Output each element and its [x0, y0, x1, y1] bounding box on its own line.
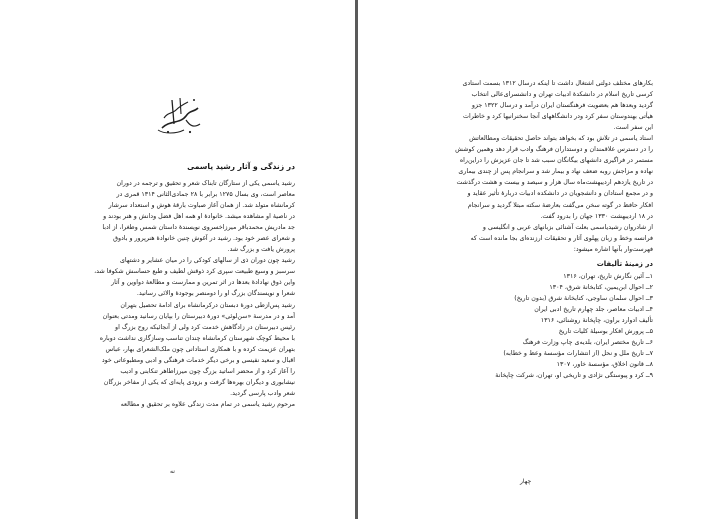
text-line: مرحوم رشید یاسمی در تمام مدت زندگی علاوه بر تحقیق و مطالعه [120, 400, 295, 408]
paragraph-4 [65, 399, 295, 410]
text-line: جد مادریش محمدباقر میرزاخسروی نویسندهٔ داستان شمس وطغرا، از ادبا [102, 224, 295, 232]
list-item: ۶ــ تاریخ مختصر ایران، بلدیه‌ی چاپ وزارت فرهنگ [522, 339, 653, 347]
text-line: آمد و در مدرسهٔ «سن‌لوئی» دورهٔ دبیرستان را بپایان رسانید ومدتی بعنوان [102, 312, 295, 320]
paragraph-3 [408, 222, 653, 255]
text-line: فرانسه وخط و زبان پهلوی آثار و تحقیقات ارزنده‌ای بجا مانده است که [470, 234, 653, 242]
text-line: و شعرای عصر خود بود. رشید در آغوش چنین خانوادهٔ هنرپرور و بادوق [113, 235, 295, 243]
text-line: مستمر در فراگیری دانشهای بیگانگان سبب شد تا جان عزیزش را دراین‌راه [459, 157, 653, 165]
text-line: شعرا و نویسندگان بزرگ او را دومنصر بوجودهٔ والائی رسانید. [136, 290, 295, 298]
paragraph-2 [65, 255, 295, 299]
left-text-block [65, 160, 295, 410]
paragraph-3 [65, 300, 295, 399]
text-line: رئیس دبیرستان در زادگاهش خدمت کرد ولی از آنجائیکه روح بزرگ او [115, 323, 295, 331]
list-item: تألیف ادوارد براون، چاپخانهٔ روشنائی، ۱۳۱۶ [540, 316, 653, 324]
page-number: نه [170, 468, 175, 475]
list-heading: در زمینهٔ تألیفات [596, 259, 653, 268]
text-line: استاد یاسمی در تلاش بود که بخواهد بتواند حاصل تحقیقات ومطالعاتش [469, 135, 653, 143]
text-line: افکار حافظ در گوته سخن می‌گفت بعارضهٔ سکته مبتلا گردید و سرانجام [467, 201, 653, 209]
text-line: پرورش یافت و بزرگ شد. [227, 246, 295, 254]
text-line: واین ذوق نهادادهٔ بعدها در اثر تمرین و ممارست و مطالعهٔ دواوین و آثار [111, 279, 295, 287]
text-line: این سفر است. [613, 124, 653, 132]
text-line: رشید چون دوران ذی از سالهای کودکی را در میان عشایر و دشتهای [120, 257, 295, 265]
text-line: و در مجمع استادان و دانشجویان در دانشکده ادبیات دربارهٔ تأثیر عقاید و [467, 190, 653, 198]
section-heading: در زندگی و آثار رشید یاسمی [187, 162, 295, 171]
text-line: را آغاز کرد و از محضر اساتید بزرگ چون میرزاطاهر تنکابنی و ادیب [120, 367, 295, 375]
text-line: رشید یاسمی یکی از ستارگان تابناک شعر و تحقیق و ترجمه در دوران [116, 180, 295, 187]
text-line: با محیط کوچک شهرستان کرمانشاه چندان تناسب وسازگاری نداشت دوباره [99, 334, 295, 342]
text-line: بکارهای مختلف دولتی اشتغال داشت تا اینکه درسال ۱۳۱۲ بسمت استادی [462, 80, 653, 87]
text-line: هیأتی بهندوستان سفر کرد ودر دانشگاههای آنجا سخنرانیها کرد و خاطرات [463, 113, 653, 121]
right-text-block [408, 78, 653, 381]
text-line: بتهران عزیمت کرده و با همکاری استادانی چون ملک‌الشعرای بهار، عباس [105, 345, 295, 353]
text-line: فهرست‌وار بآنها اشاره میشود: [573, 245, 653, 253]
list-item: ۲ــ احوال ابن‌یمین، کتابخانهٔ شرق، ۱۳۰۴ [549, 283, 653, 291]
list-item: ۳ــ احوال سلمان ساوجی، کتابخانهٔ شرق (بدون تاریخ) [514, 294, 653, 302]
list-item: ۸ــ قانون اخلاق، مؤسسهٔ خاور، ۱۳۰۷ [556, 361, 653, 369]
paragraph-1 [65, 178, 295, 255]
list-item: ۵ــ پرورش افکار بوسیلهٔ کلیات تاریخ [558, 327, 653, 335]
paragraph-2 [408, 133, 653, 221]
text-line: در ۱۸ اردیبهشت ۱۳۳۰ جهان را بدرود گفت. [540, 212, 653, 220]
text-line: در تاریخ یازدهم اردیبهشت‌ماه سال هزار و سیصد و بیست و هشت درگذشت [456, 179, 653, 187]
text-line: اقبال و سعید نفیسی و برخی دیگر خدمات فرهنگی و ادبی ومطبوعاتی خود [101, 356, 295, 364]
text-line: معاصر است، وی بسال ۱۲۷۵ برابر با ۲۸ جمادی‌الثانی ۱۳۱۴ قمری در [116, 191, 295, 199]
paragraph-1 [408, 78, 653, 133]
calligraphy-emblem [150, 90, 210, 140]
list-item: ۷ــ تاریخ ملل و نحل (از انتشارات مؤسسهٔ وعظ و خطابه) [503, 350, 653, 358]
text-line: نهاده و مزاجش روبه ضعف نهاد و بیمار شد و سرانجام پس از چندی بیماری [458, 168, 653, 176]
text-line: شعر وادب پارسی گردید. [230, 389, 295, 397]
list-item: ۴ــ ادبیات معاصر، جلد چهارم تاریخ ادبی ایران [534, 305, 653, 313]
left-page [0, 0, 355, 519]
text-line: رشید پس‌ازطی دورهٔ دبستان درکرمانشاه برای ادامهٔ تحصیل بتهران [120, 301, 295, 309]
text-line: در ناصیهٔ او مشاهده میشد. خانوادهٔ او همه اهل فضل ودانش و هنر بودند و [103, 213, 295, 221]
list-item: ۹ــ کرد و پیوستگی نژادی و تاریخی او، تهران، شرکت چاپخانهٔ [495, 372, 653, 380]
text-line: را در دسترس علاقمندان و دوستداران فرهنگ وادب قرار دهد وهمین کوشش [455, 146, 653, 154]
page-number: چهار [520, 478, 532, 485]
text-line: نیشابوری و دیگران بهره‌ها گرفت و بزودی پایه‌ای که یکی از مفاخر بزرگان [103, 378, 295, 386]
text-line: گردید وبعدها هم بعضویت فرهنگستان ایران درآمد و درسال ۱۳۲۲ جزو [471, 102, 653, 110]
list-item: ۱ــ آئین نگارش تاریخ، تهران، ۱۳۱۶ [563, 272, 653, 280]
right-page [358, 0, 713, 519]
works-list [408, 271, 653, 381]
text-line: کرمانشاه متولد شد. از همان آغاز صباوت بارقهٔ هوش و استعداد سرشار [108, 202, 295, 210]
text-line: کرسی تاریخ اسلام در دانشکدهٔ ادبیات تهران و دانشسرای‌عالی انتخاب [471, 91, 653, 99]
text-line: از شادروان رشیدیاسمی بعلت آشنائی بزبانهای عربی و انگلیسی و [482, 223, 653, 231]
text-line: سرسبز و وسیع طبیعت سپری کرد ذوقش لطیف و طبع حساسش شکوفا شد، [94, 268, 295, 276]
